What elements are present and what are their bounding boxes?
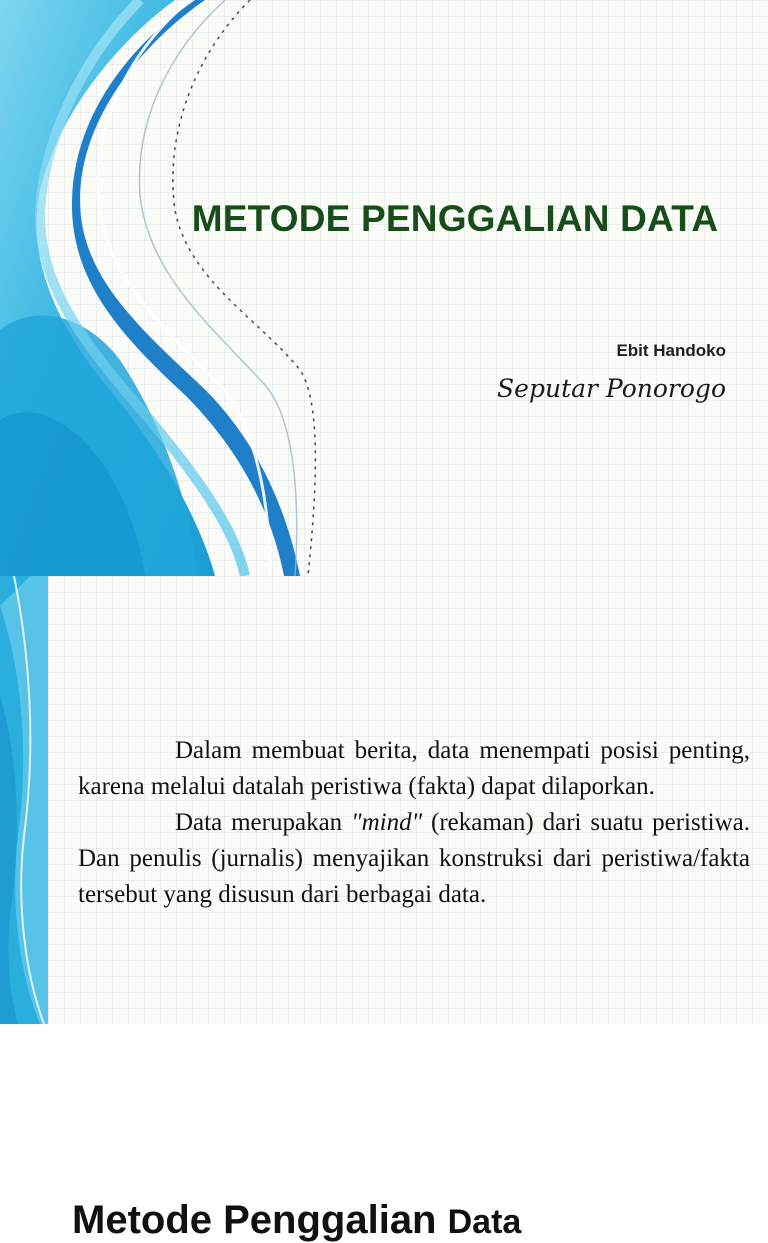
decorative-wave-art: [0, 0, 330, 576]
slide1-subtitle: Seputar Ponorogo: [497, 374, 726, 403]
slide2-title: [72, 1198, 521, 1243]
body-paragraph-1: Dalam membuat berita, data menempati posisi penting, karena melalui datalah peristiwa (fakta) dapat dilaporkan.: [78, 737, 750, 800]
title-slide: [0, 0, 768, 576]
paragraph2-before: Data merupakan: [175, 809, 352, 836]
paragraph2-quote: "mind": [351, 809, 423, 836]
paragraph2-after: (rekaman) dari suatu peristiwa. Dan penulis (jurnalis) menyajikan konstruksi dari peristiwa/fakta tersebut yang disusun dari berbagai data.: [78, 809, 750, 908]
author-name: Ebit Handoko: [616, 341, 726, 360]
decorative-side-band: [0, 576, 48, 1024]
slide1-title: METODE PENGGALIAN DATA: [191, 198, 719, 239]
slide2-title-part2: Data: [447, 1203, 522, 1241]
body-paragraph-2: [78, 805, 750, 913]
slide2-body-text: [78, 733, 750, 913]
slide2-title-part1: Metode Penggalian: [72, 1198, 437, 1242]
